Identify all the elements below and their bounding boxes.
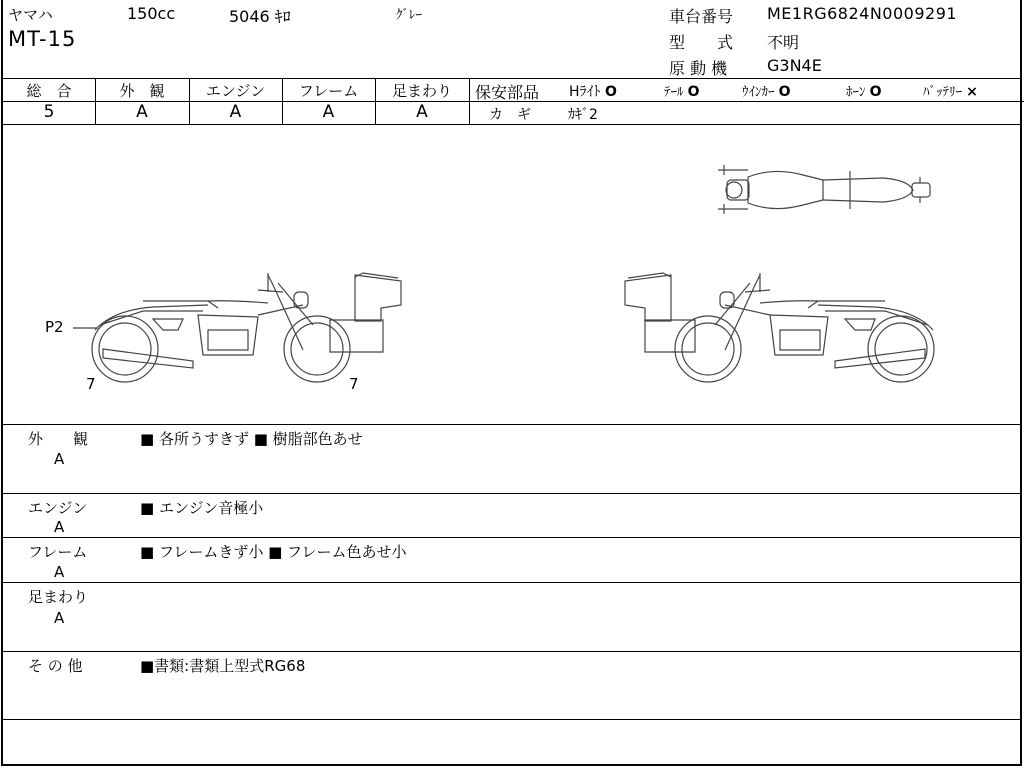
model-name: MT-15 (8, 27, 77, 51)
remark-label-exterior: 外 観 (28, 430, 89, 448)
frame-no-label: 車台番号 (669, 7, 734, 26)
safety-item-winker (742, 81, 791, 100)
safety-item-mark: × (966, 84, 978, 100)
grade-frame: A (322, 102, 335, 122)
grade-header-overall: 総 合 (26, 82, 72, 100)
type-label: 型 式 (669, 33, 734, 52)
divider (3, 424, 1020, 425)
safety-label: 保安部品 (475, 83, 540, 102)
callout-front-wheel: 7 (86, 375, 96, 393)
safety-item-tail (664, 81, 700, 100)
remark-note-frame: ■ フレームきず小 ■ フレーム色あせ小 (140, 543, 407, 561)
remark-label-other: そ の 他 (28, 657, 83, 675)
grade-exterior: A (136, 102, 148, 122)
divider (3, 493, 1020, 494)
safety-item-horn (846, 81, 882, 100)
safety-item-mark: O (778, 84, 791, 100)
key-label: カ ギ (489, 107, 531, 123)
type-value: 不明 (767, 33, 800, 52)
engine-value: G3N4E (767, 56, 822, 75)
safety-item-name: ﾃｰﾙ (664, 85, 684, 100)
motorcycle-diagram (3, 125, 1023, 423)
grade-header-suspension: 足まわり (391, 82, 452, 100)
engine-label: 原 動 機 (669, 59, 728, 78)
vehicle-color: ｸﾞﾚｰ (396, 8, 422, 23)
motorcycle-top-view (718, 165, 930, 214)
divider (3, 582, 1020, 583)
callout-p2: P2 (45, 318, 64, 336)
safety-item-name: Hﾗｲﾄ (569, 84, 601, 100)
mileage: 5046 ｷﾛ (229, 7, 291, 26)
remark-grade-suspension: A (54, 609, 65, 627)
divider (469, 101, 1024, 102)
divider (3, 537, 1020, 538)
remark-label-suspension: 足まわり (28, 588, 89, 606)
key-value: ｶｷﾞ2 (568, 107, 598, 123)
displacement: 150cc (127, 4, 176, 23)
motorcycle-left-view (73, 273, 401, 382)
safety-item-battery (923, 81, 978, 100)
grade-engine: A (229, 102, 242, 122)
grade-header-exterior: 外 観 (119, 82, 165, 100)
callout-rear-wheel: 7 (349, 375, 359, 393)
safety-item-mark: O (687, 84, 700, 100)
remark-grade-exterior: A (54, 450, 65, 468)
safety-item-mark: O (869, 84, 882, 100)
remark-label-engine: エンジン (28, 499, 88, 517)
frame-no-value: ME1RG6824N0009291 (767, 4, 958, 23)
remark-grade-frame: A (54, 563, 65, 581)
safety-item-name: ﾊﾞｯﾃﾘｰ (923, 85, 962, 100)
divider (3, 651, 1020, 652)
divider (3, 78, 1020, 79)
safety-item-mark: O (604, 84, 617, 100)
motorcycle-right-view (625, 273, 934, 382)
remark-grade-engine: A (54, 518, 65, 536)
maker: ヤマハ (8, 6, 53, 24)
remark-note-other: ■書類:書類上型式RG68 (140, 657, 306, 675)
safety-item-name: ｳｲﾝｶｰ (742, 85, 775, 100)
safety-item-headlight (569, 81, 617, 101)
grade-header-engine: エンジン (205, 82, 266, 100)
grade-suspension: A (416, 102, 428, 122)
safety-item-name: ﾎｰﾝ (846, 85, 866, 100)
grade-overall: 5 (43, 102, 55, 122)
divider (3, 719, 1020, 720)
grade-header-frame: フレーム (298, 82, 359, 100)
remark-note-engine: ■ エンジン音極小 (140, 499, 264, 517)
divider (469, 78, 470, 124)
remark-label-frame: フレーム (28, 543, 88, 561)
inspection-sheet (1, 0, 1022, 766)
remark-note-exterior: ■ 各所うすきず ■ 樹脂部色あせ (140, 430, 363, 448)
